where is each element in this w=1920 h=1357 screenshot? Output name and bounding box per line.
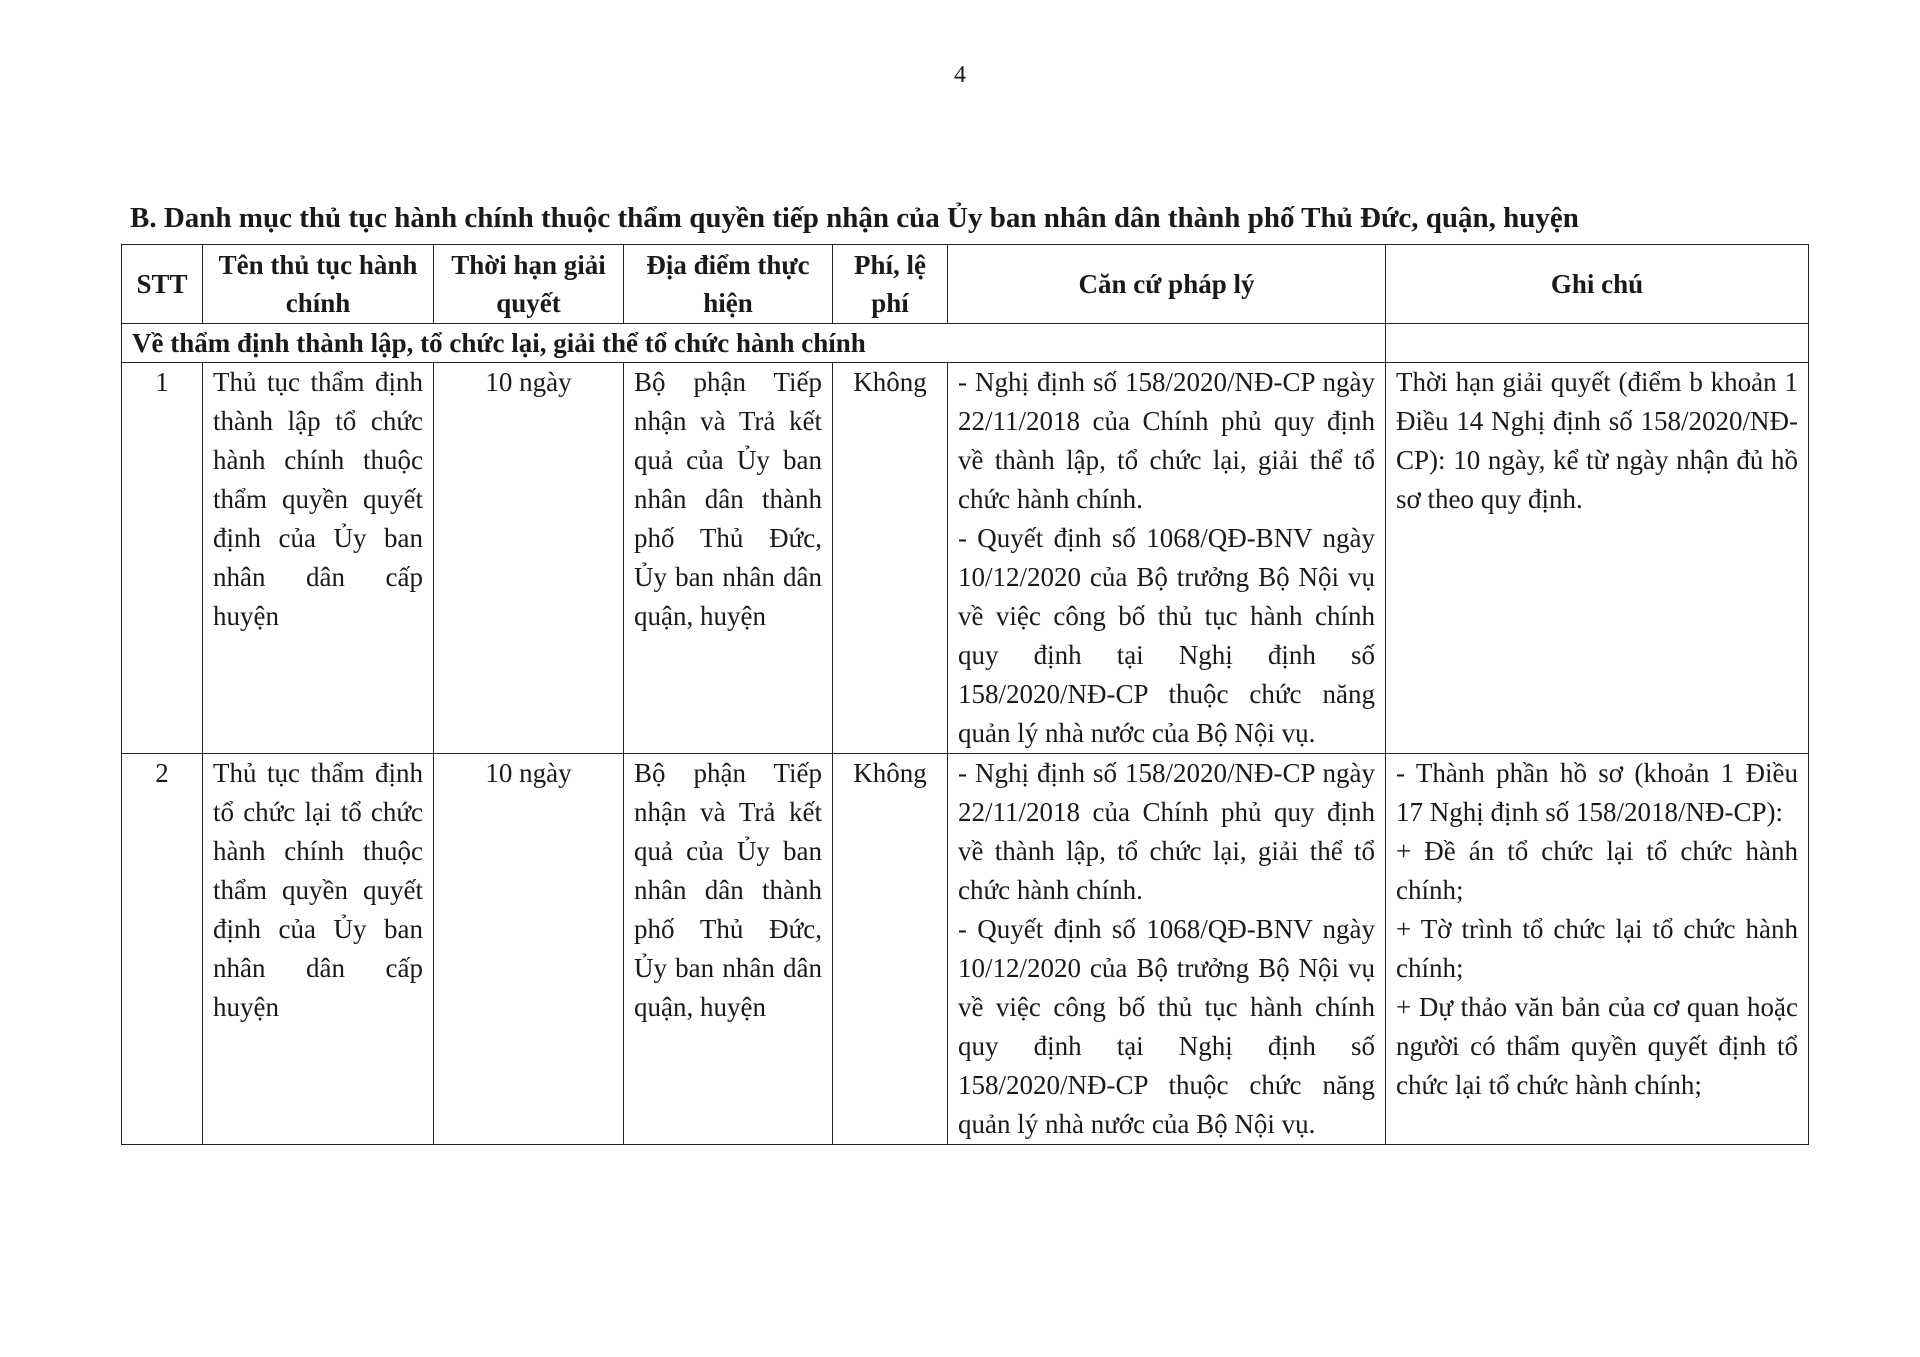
- procedures-table: [121, 244, 1809, 1145]
- header-row: [122, 245, 1809, 324]
- row-location: Bộ phận Tiếp nhận và Trả kết quả của Ủy ban nhân dân thành phố Thủ Đức, Ủy ban nhân dân quận, huyện: [624, 754, 833, 1145]
- row-stt: 1: [122, 363, 203, 754]
- table-header: [122, 245, 1809, 324]
- note-item: - Thành phần hồ sơ (khoản 1 Điều 17 Nghị định số 158/2018/NĐ-CP):: [1396, 758, 1798, 827]
- row-legal-basis: [948, 363, 1386, 754]
- row-duration: 10 ngày: [434, 363, 624, 754]
- legal-basis-item: - Quyết định số 1068/QĐ-BNV ngày 10/12/2020 của Bộ trưởng Bộ Nội vụ về việc công bố thủ tục hành chính quy định tại Nghị định số 158/2020/NĐ-CP thuộc chức năng quản lý nhà nước của Bộ Nội vụ.: [958, 523, 1375, 748]
- legal-basis-item: - Quyết định số 1068/QĐ-BNV ngày 10/12/2020 của Bộ trưởng Bộ Nội vụ về việc công bố thủ tục hành chính quy định tại Nghị định số 158/2020/NĐ-CP thuộc chức năng quản lý nhà nước của Bộ Nội vụ.: [958, 914, 1375, 1139]
- row-fee: Không: [833, 363, 948, 754]
- table-body: [122, 324, 1809, 1145]
- page-number: 4: [954, 62, 966, 88]
- header-duration: Thời hạn giải quyết: [434, 245, 624, 324]
- header-procedure-name: Tên thủ tục hành chính: [203, 245, 434, 324]
- legal-basis-item: - Nghị định số 158/2020/NĐ-CP ngày 22/11/2018 của Chính phủ quy định về thành lập, tổ chức lại, giải thể tổ chức hành chính.: [958, 758, 1375, 905]
- row-procedure-name: Thủ tục thẩm định tổ chức lại tổ chức hành chính thuộc thẩm quyền quyết định của Ủy ban nhân dân cấp huyện: [203, 754, 434, 1145]
- group-row: [122, 324, 1809, 363]
- row-legal-basis: [948, 754, 1386, 1145]
- table-row: [122, 363, 1809, 754]
- note-item: + Dự thảo văn bản của cơ quan hoặc người có thẩm quyền quyết định tổ chức lại tổ chức hành chính;: [1396, 992, 1798, 1100]
- legal-basis-item: - Nghị định số 158/2020/NĐ-CP ngày 22/11/2018 của Chính phủ quy định về thành lập, tổ chức lại, giải thể tổ chức hành chính.: [958, 367, 1375, 514]
- note-item: + Đề án tổ chức lại tổ chức hành chính;: [1396, 836, 1798, 905]
- note-item: + Tờ trình tổ chức lại tổ chức hành chính;: [1396, 914, 1798, 983]
- row-note: [1386, 754, 1809, 1145]
- row-duration: 10 ngày: [434, 754, 624, 1145]
- row-note: [1386, 363, 1809, 754]
- table-row: [122, 754, 1809, 1145]
- header-fee: Phí, lệ phí: [833, 245, 948, 324]
- group-row-empty-cell: [1386, 324, 1809, 363]
- row-location: Bộ phận Tiếp nhận và Trả kết quả của Ủy ban nhân dân thành phố Thủ Đức, Ủy ban nhân dân quận, huyện: [624, 363, 833, 754]
- header-stt: STT: [122, 245, 203, 324]
- group-title: Về thẩm định thành lập, tổ chức lại, giải thể tổ chức hành chính: [122, 324, 1386, 363]
- header-location: Địa điểm thực hiện: [624, 245, 833, 324]
- note-item: Thời hạn giải quyết (điểm b khoản 1 Điều 14 Nghị định số 158/2020/NĐ-CP): 10 ngày, kể từ ngày nhận đủ hồ sơ theo quy định.: [1396, 367, 1798, 514]
- header-legal-basis: Căn cứ pháp lý: [948, 245, 1386, 324]
- row-stt: 2: [122, 754, 203, 1145]
- row-procedure-name: Thủ tục thẩm định thành lập tổ chức hành chính thuộc thẩm quyền quyết định của Ủy ban nhân dân cấp huyện: [203, 363, 434, 754]
- header-note: Ghi chú: [1386, 245, 1809, 324]
- row-fee: Không: [833, 754, 948, 1145]
- section-heading: B. Danh mục thủ tục hành chính thuộc thẩm quyền tiếp nhận của Ủy ban nhân dân thành phố Thủ Đức, quận, huyện: [130, 202, 1579, 234]
